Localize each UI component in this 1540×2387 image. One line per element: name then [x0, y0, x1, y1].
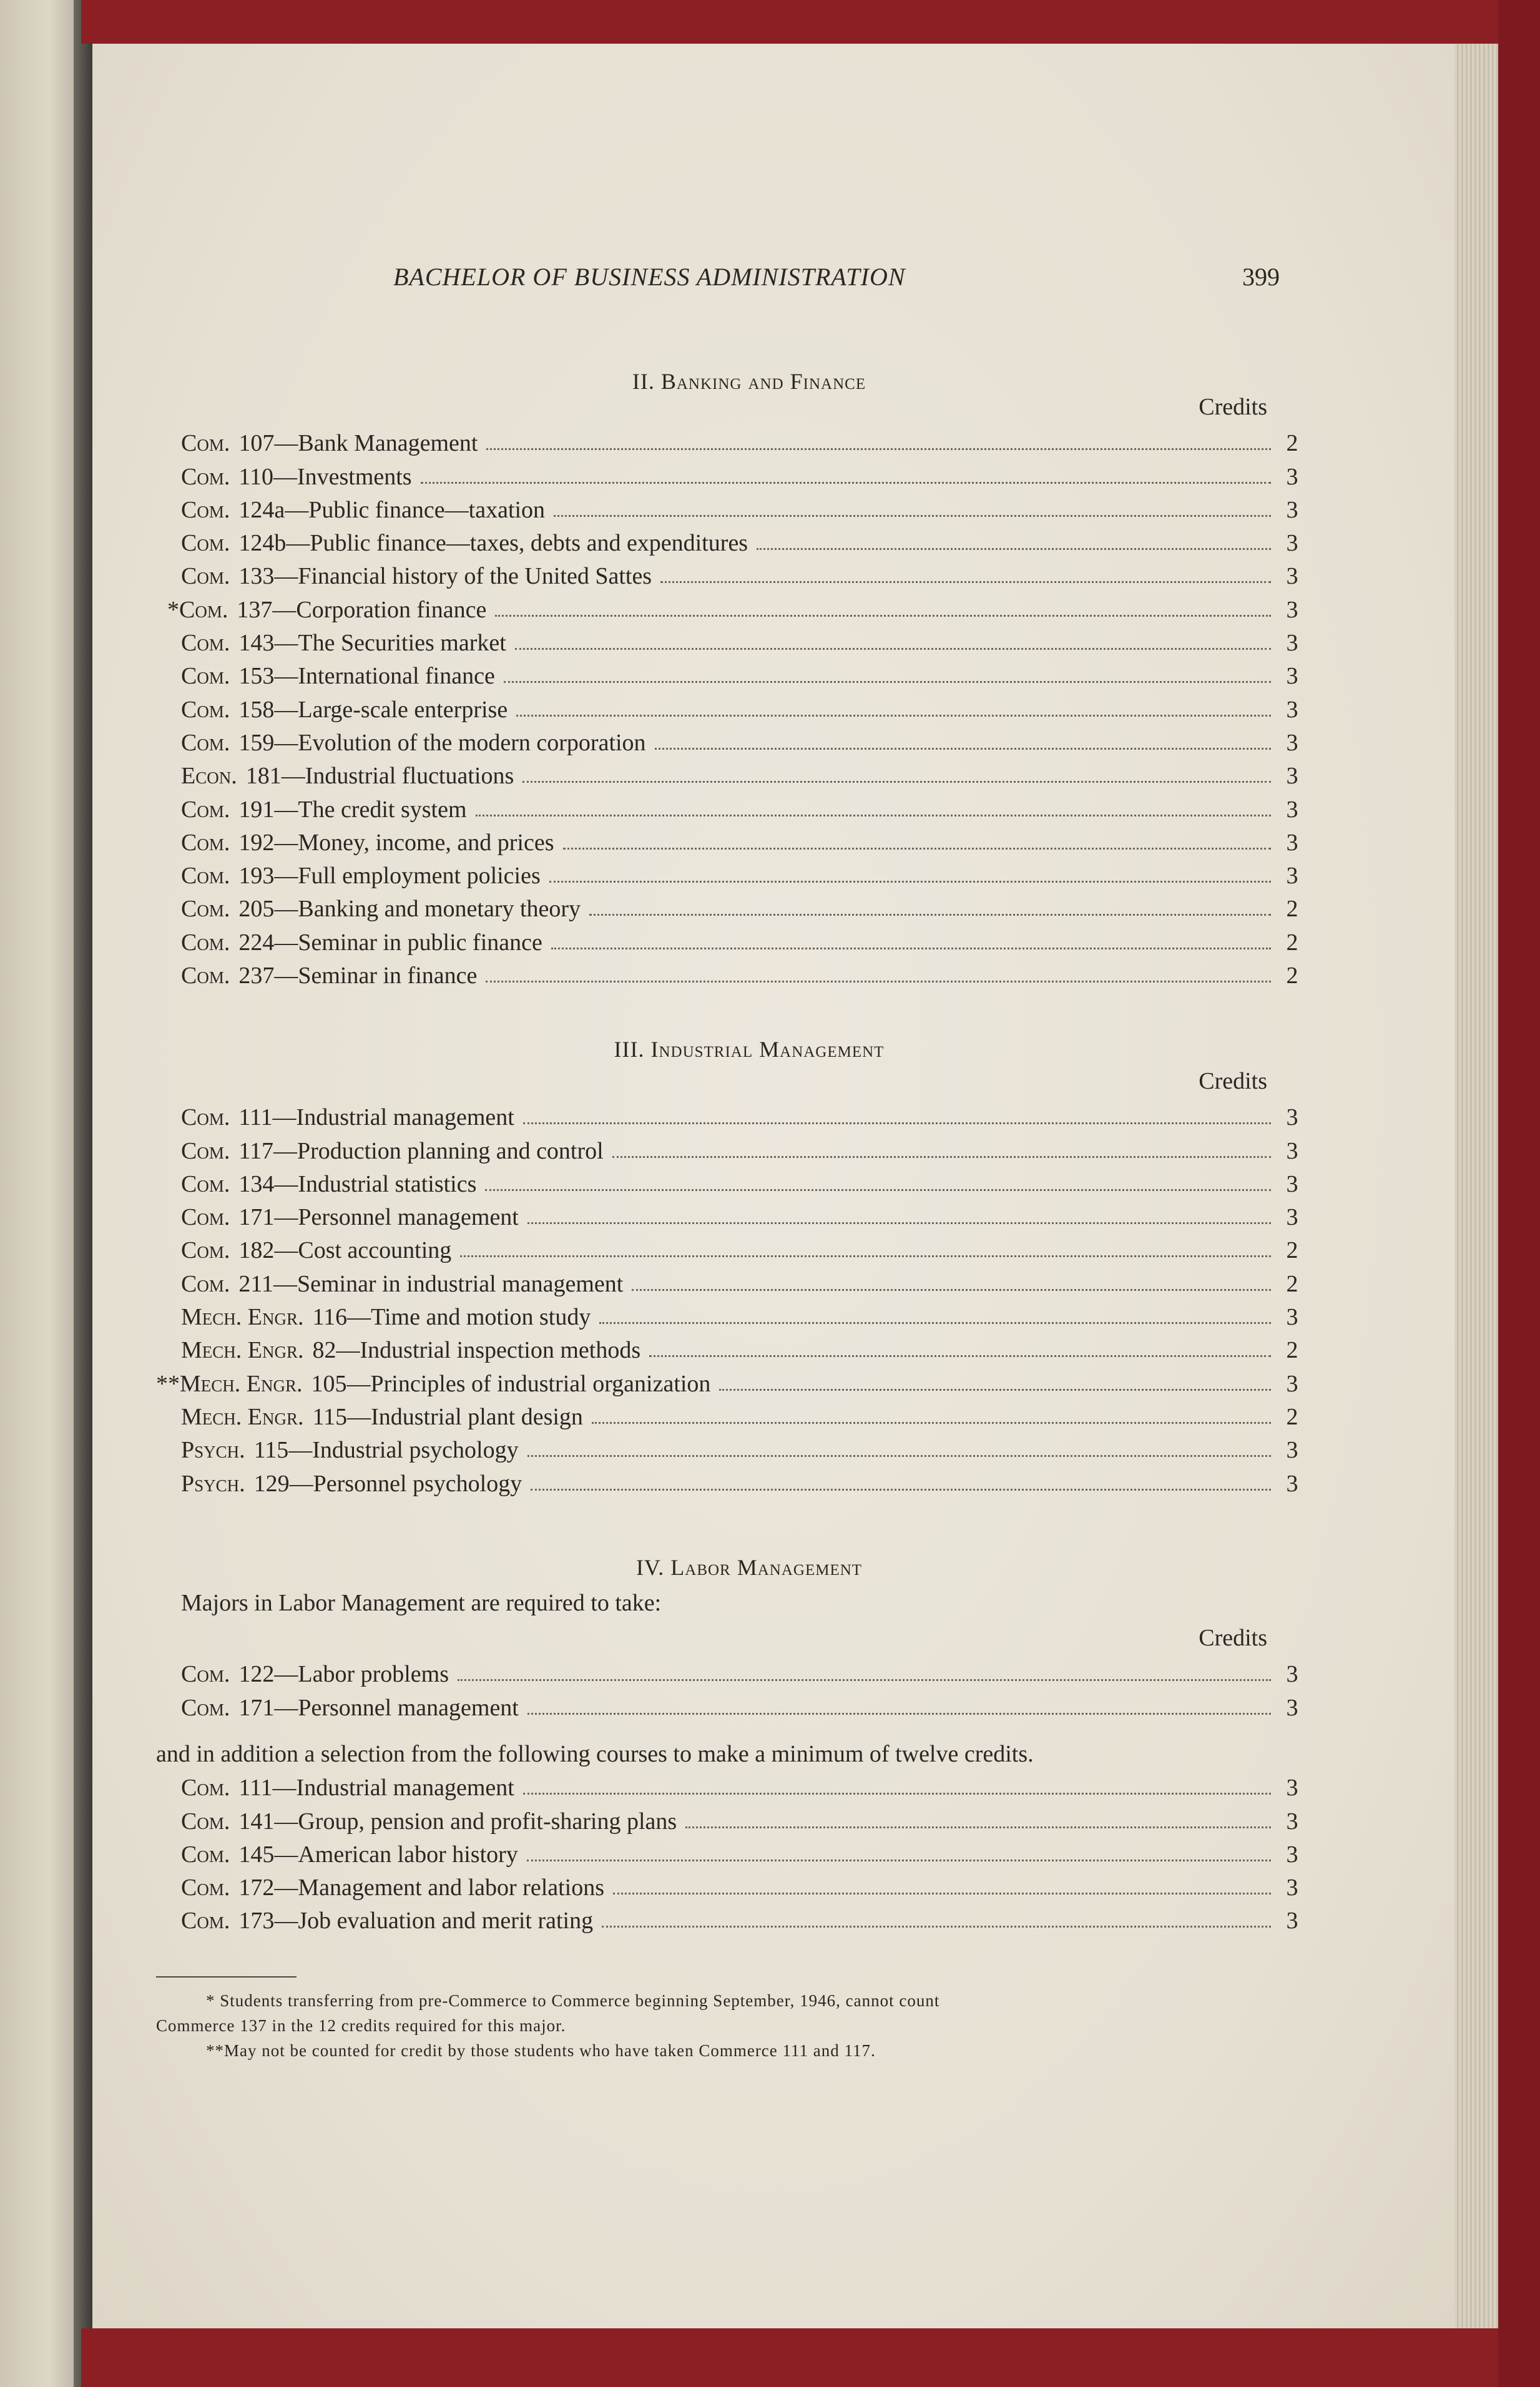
dot-leader: [613, 1893, 1271, 1894]
course-title: 211—Seminar in industrial management: [238, 1270, 624, 1297]
course-prefix: Psych.: [181, 1470, 245, 1497]
course-credits: 3: [1286, 1437, 1298, 1464]
course-title: 82—Industrial inspection methods: [312, 1337, 641, 1364]
course-title: 181—Industrial fluctuations: [245, 763, 514, 790]
course-credits: 2: [1286, 929, 1298, 956]
course-title: 105—Principles of industrial organization: [311, 1370, 711, 1397]
course-title: 115—Industrial psychology: [253, 1437, 519, 1464]
course-prefix: Com.: [181, 1270, 230, 1297]
course-credits: 3: [1286, 1841, 1298, 1868]
dot-leader: [523, 1122, 1271, 1124]
course-credits: 3: [1286, 1104, 1298, 1131]
course-row: [156, 888, 1342, 921]
cover-right: [1498, 0, 1540, 2387]
labor-required-list: [156, 1653, 1342, 1720]
footnote-1: * Students transferring from pre-Commerce to Commerce beginning September, 1946, cannot count: [206, 1991, 940, 2010]
course-row: [156, 1262, 1342, 1295]
dot-leader: [476, 815, 1272, 816]
course-row: [156, 1329, 1342, 1362]
course-credits: 3: [1286, 1875, 1298, 1901]
course-credits: 2: [1286, 1403, 1298, 1430]
dot-leader: [485, 1189, 1271, 1191]
course-row: [156, 1396, 1342, 1429]
dot-leader: [527, 1713, 1271, 1715]
course-prefix: Com.: [181, 729, 230, 756]
course-prefix: Com.: [181, 1908, 230, 1934]
course-row: [156, 954, 1342, 988]
course-credits: 3: [1286, 829, 1298, 856]
course-prefix: Com.: [181, 796, 230, 823]
course-credits: 2: [1286, 430, 1298, 457]
cover-top: [81, 0, 1540, 44]
course-prefix: Com.: [181, 1237, 230, 1264]
course-title: 171—Personnel management: [238, 1694, 519, 1721]
course-row: [156, 821, 1342, 855]
course-title: 172—Management and labor relations: [238, 1875, 605, 1901]
course-credits: 3: [1286, 463, 1298, 490]
course-prefix: Com.: [181, 1104, 230, 1131]
dot-leader: [649, 1355, 1271, 1357]
course-title: 134—Industrial statistics: [238, 1170, 477, 1197]
course-prefix: Com.: [181, 530, 230, 557]
dot-leader: [527, 1455, 1271, 1457]
course-prefix: Com.: [181, 896, 230, 923]
labor-elective-list: [156, 1767, 1342, 1933]
course-title: 111—Industrial management: [238, 1104, 514, 1131]
course-credits: 3: [1286, 796, 1298, 823]
course-credits: 3: [1286, 1304, 1298, 1331]
course-row: [156, 855, 1342, 888]
course-credits: 3: [1286, 729, 1298, 756]
footnote-rule: [156, 1976, 297, 1978]
course-row: [156, 1800, 1342, 1833]
cover-bottom: [81, 2328, 1540, 2387]
course-title: 145—American labor history: [238, 1841, 518, 1868]
dot-leader: [460, 1255, 1271, 1257]
course-prefix: Mech. Engr.: [181, 1304, 304, 1331]
running-head: [156, 262, 1342, 300]
credits-header-industrial: Credits: [1199, 1068, 1267, 1094]
dot-leader: [563, 848, 1272, 850]
course-row: [156, 1833, 1342, 1866]
course-prefix: Mech. Engr.: [181, 1337, 304, 1364]
banking-course-list: [156, 422, 1342, 988]
footnote-1-cont: Commerce 137 in the 12 credits required for this major.: [156, 2016, 566, 2035]
course-credits: 3: [1286, 663, 1298, 690]
course-row: [156, 1866, 1342, 1899]
course-prefix: Com.: [181, 863, 230, 890]
course-row: [156, 1899, 1342, 1933]
course-prefix: Com.: [181, 1841, 230, 1868]
dot-leader: [589, 914, 1271, 916]
course-title: 193—Full employment policies: [238, 863, 541, 890]
section-title-labor: IV. Labor Management: [635, 1555, 863, 1580]
course-prefix: Com.: [181, 630, 230, 657]
course-title: 224—Seminar in public finance: [238, 929, 542, 956]
course-row: [156, 921, 1342, 954]
dot-leader: [523, 1793, 1271, 1795]
course-credits: 3: [1286, 1694, 1298, 1721]
course-row: [156, 722, 1342, 755]
course-row: [156, 489, 1342, 522]
section-title-industrial: III. Industrial Management: [614, 1037, 885, 1062]
course-credits: 3: [1286, 1370, 1298, 1397]
course-credits: 3: [1286, 1204, 1298, 1231]
course-credits: 3: [1286, 1808, 1298, 1835]
dot-leader: [421, 482, 1271, 484]
dot-leader: [660, 581, 1271, 583]
page-edges: [1454, 44, 1498, 2328]
course-title: 141—Group, pension and profit-sharing plans: [238, 1808, 677, 1835]
course-row: [156, 1429, 1342, 1462]
course-row: [156, 1196, 1342, 1229]
course-row: [156, 1163, 1342, 1196]
dot-leader: [592, 1422, 1271, 1424]
course-row: [156, 1296, 1342, 1329]
dot-leader: [516, 715, 1271, 717]
course-credits: 3: [1286, 496, 1298, 523]
left-page-edge: [0, 0, 81, 2387]
course-prefix: Econ.: [181, 763, 237, 790]
course-title: 173—Job evaluation and merit rating: [238, 1908, 594, 1934]
course-prefix: Com.: [181, 963, 230, 989]
dot-leader: [719, 1389, 1271, 1391]
course-credits: 3: [1286, 763, 1298, 790]
running-title: BACHELOR OF BUSINESS ADMINISTRATION: [393, 263, 906, 291]
footnote-2: **May not be counted for credit by those students who have taken Commerce 111 and 117.: [206, 2041, 876, 2060]
dot-leader: [551, 948, 1271, 949]
dot-leader: [527, 1860, 1271, 1861]
course-prefix: Com.: [181, 1808, 230, 1835]
dot-leader: [515, 648, 1271, 650]
course-credits: 3: [1286, 596, 1298, 623]
dot-leader: [602, 1926, 1271, 1928]
dot-leader: [495, 615, 1271, 617]
course-prefix: Com.: [181, 696, 230, 723]
book-page: [92, 44, 1454, 2328]
course-title: 117—Production planning and control: [238, 1137, 604, 1164]
course-title: 122—Labor problems: [238, 1661, 449, 1688]
course-credits: 3: [1286, 630, 1298, 657]
course-prefix: *Com.: [167, 596, 228, 623]
dot-leader: [612, 1156, 1271, 1158]
dot-leader: [685, 1826, 1271, 1828]
course-title: 205—Banking and monetary theory: [238, 896, 581, 923]
course-prefix: **Mech. Engr.: [156, 1370, 303, 1397]
dot-leader: [655, 748, 1271, 750]
course-prefix: Com.: [181, 829, 230, 856]
course-row: [156, 788, 1342, 821]
course-title: 192—Money, income, and prices: [238, 829, 554, 856]
dot-leader: [599, 1322, 1271, 1324]
dot-leader: [486, 981, 1271, 983]
dot-leader: [458, 1679, 1271, 1681]
course-prefix: Com.: [181, 463, 230, 490]
course-credits: 3: [1286, 1908, 1298, 1934]
course-credits: 2: [1286, 963, 1298, 989]
course-prefix: Com.: [181, 1170, 230, 1197]
course-row: [156, 1767, 1342, 1800]
course-title: 115—Industrial plant design: [312, 1403, 583, 1430]
course-title: 111—Industrial management: [238, 1775, 514, 1801]
course-credits: 2: [1286, 1337, 1298, 1364]
course-prefix: Com.: [181, 496, 230, 523]
course-prefix: Com.: [181, 430, 230, 457]
course-row: [156, 1686, 1342, 1719]
course-row: [156, 755, 1342, 788]
course-row: [156, 655, 1342, 688]
course-row: [156, 522, 1342, 555]
course-prefix: Com.: [181, 663, 230, 690]
course-row: [156, 1229, 1342, 1262]
course-credits: 3: [1286, 1775, 1298, 1801]
dot-leader: [522, 781, 1271, 783]
section-title-banking: II. Banking and Finance: [632, 369, 866, 394]
course-credits: 3: [1286, 1137, 1298, 1164]
course-prefix: Psych.: [181, 1437, 245, 1464]
course-credits: 3: [1286, 563, 1298, 590]
course-prefix: Com.: [181, 1775, 230, 1801]
course-title: 124a—Public finance—taxation: [238, 496, 546, 523]
course-title: 159—Evolution of the modern corporation: [238, 729, 646, 756]
course-credits: 3: [1286, 1470, 1298, 1497]
course-prefix: Com.: [181, 1661, 230, 1688]
course-prefix: Com.: [181, 1875, 230, 1901]
course-row: [156, 622, 1342, 655]
course-row: [156, 1653, 1342, 1686]
course-title: 137—Corporation finance: [237, 596, 487, 623]
course-row: [156, 1362, 1342, 1395]
course-title: 110—Investments: [238, 463, 412, 490]
dot-leader: [632, 1289, 1271, 1291]
course-credits: 2: [1286, 896, 1298, 923]
dot-leader: [486, 448, 1271, 450]
dot-leader: [504, 681, 1271, 683]
course-row: [156, 1462, 1342, 1495]
dot-leader: [554, 515, 1271, 517]
credits-header-labor: Credits: [1199, 1625, 1267, 1651]
course-prefix: Com.: [181, 563, 230, 590]
course-prefix: Com.: [181, 1137, 230, 1164]
course-credits: 3: [1286, 696, 1298, 723]
course-credits: 3: [1286, 530, 1298, 557]
course-title: 191—The credit system: [238, 796, 467, 823]
course-credits: 2: [1286, 1237, 1298, 1264]
course-credits: 3: [1286, 863, 1298, 890]
dot-leader: [549, 881, 1271, 883]
course-row: [156, 1096, 1342, 1129]
course-title: 182—Cost accounting: [238, 1237, 452, 1264]
course-title: 171—Personnel management: [238, 1204, 519, 1231]
dot-leader: [757, 548, 1271, 550]
course-title: 129—Personnel psychology: [253, 1470, 522, 1497]
course-title: 237—Seminar in finance: [238, 963, 478, 989]
course-row: [156, 588, 1342, 621]
page-number: 399: [1242, 263, 1280, 291]
industrial-course-list: [156, 1096, 1342, 1496]
course-prefix: Com.: [181, 929, 230, 956]
dot-leader: [531, 1489, 1271, 1491]
course-title: 124b—Public finance—taxes, debts and expenditures: [238, 530, 748, 557]
course-prefix: Com.: [181, 1694, 230, 1721]
course-title: 143—The Securities market: [238, 630, 506, 657]
labor-addition-note: and in addition a selection from the following courses to make a minimum of twelve credits.: [156, 1741, 1034, 1767]
course-credits: 3: [1286, 1170, 1298, 1197]
credits-header-banking: Credits: [1199, 394, 1267, 420]
course-row: [156, 688, 1342, 721]
course-prefix: Mech. Engr.: [181, 1403, 304, 1430]
page-content: [156, 44, 1342, 2328]
course-row: [156, 422, 1342, 455]
course-row: [156, 1129, 1342, 1162]
course-title: 153—International finance: [238, 663, 495, 690]
course-title: 133—Financial history of the United Sattes: [238, 563, 652, 590]
course-credits: 2: [1286, 1270, 1298, 1297]
course-prefix: Com.: [181, 1204, 230, 1231]
course-title: 116—Time and motion study: [312, 1304, 591, 1331]
book-gutter: [74, 0, 92, 2387]
labor-intro: Majors in Labor Management are required to take:: [181, 1590, 662, 1616]
course-credits: 3: [1286, 1661, 1298, 1688]
course-title: 158—Large-scale enterprise: [238, 696, 508, 723]
dot-leader: [527, 1222, 1271, 1224]
course-title: 107—Bank Management: [238, 430, 478, 457]
course-row: [156, 555, 1342, 588]
course-row: [156, 455, 1342, 488]
